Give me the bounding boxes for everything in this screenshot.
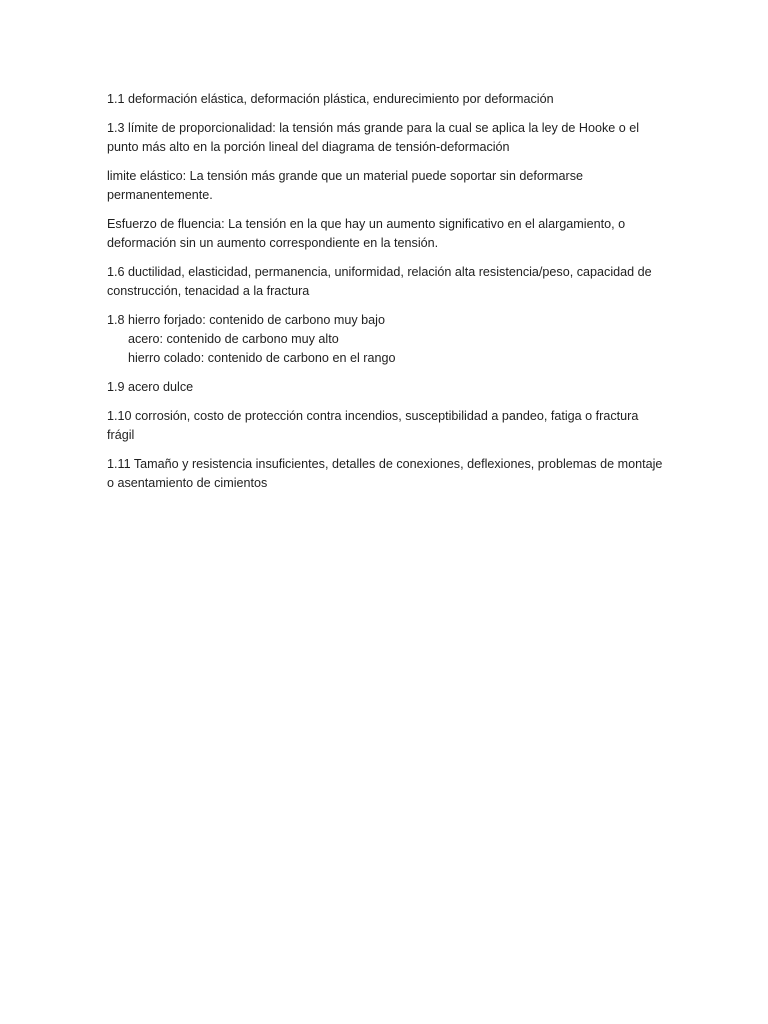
paragraph-mild-steel: 1.9 acero dulce [107, 380, 194, 394]
paragraph-elastic-limit: limite elástico: La tensión más grande que un material puede soportar sin deformarse permanentemente. [107, 169, 584, 202]
paragraph-disadvantages: 1.10 corrosión, costo de protección contra incendios, susceptibilidad a pandeo, fatiga o fractura frágil [107, 409, 639, 442]
paragraph-yield-stress: Esfuerzo de fluencia: La tensión en la que hay un aumento significativo en el alargamiento, o deformación sin un aumento correspondiente en la tensión. [107, 217, 626, 250]
line-cast-iron: hierro colado: contenido de carbono en el rango [128, 351, 396, 365]
paragraph-failure-causes: 1.11 Tamaño y resistencia insuficientes, detalles de conexiones, deflexiones, problemas de montaje o asentamiento de cimientos [107, 457, 663, 490]
line-wrought-iron: 1.8 hierro forjado: contenido de carbono muy bajo [107, 313, 385, 327]
paragraph-deformation-types: 1.1 deformación elástica, deformación plástica, endurecimiento por deformación [107, 92, 554, 106]
paragraph-steel-properties: 1.6 ductilidad, elasticidad, permanencia, uniformidad, relación alta resistencia/peso, capacidad de construcción, tenacidad a la fractura [107, 265, 652, 298]
line-steel: acero: contenido de carbono muy alto [128, 332, 339, 346]
paragraph-proportional-limit: 1.3 límite de proporcionalidad: la tensión más grande para la cual se aplica la ley de Hooke o el punto más alto en la porción lineal del diagrama de tensión-deformación [107, 121, 640, 154]
paragraph-carbon-content [107, 311, 668, 368]
